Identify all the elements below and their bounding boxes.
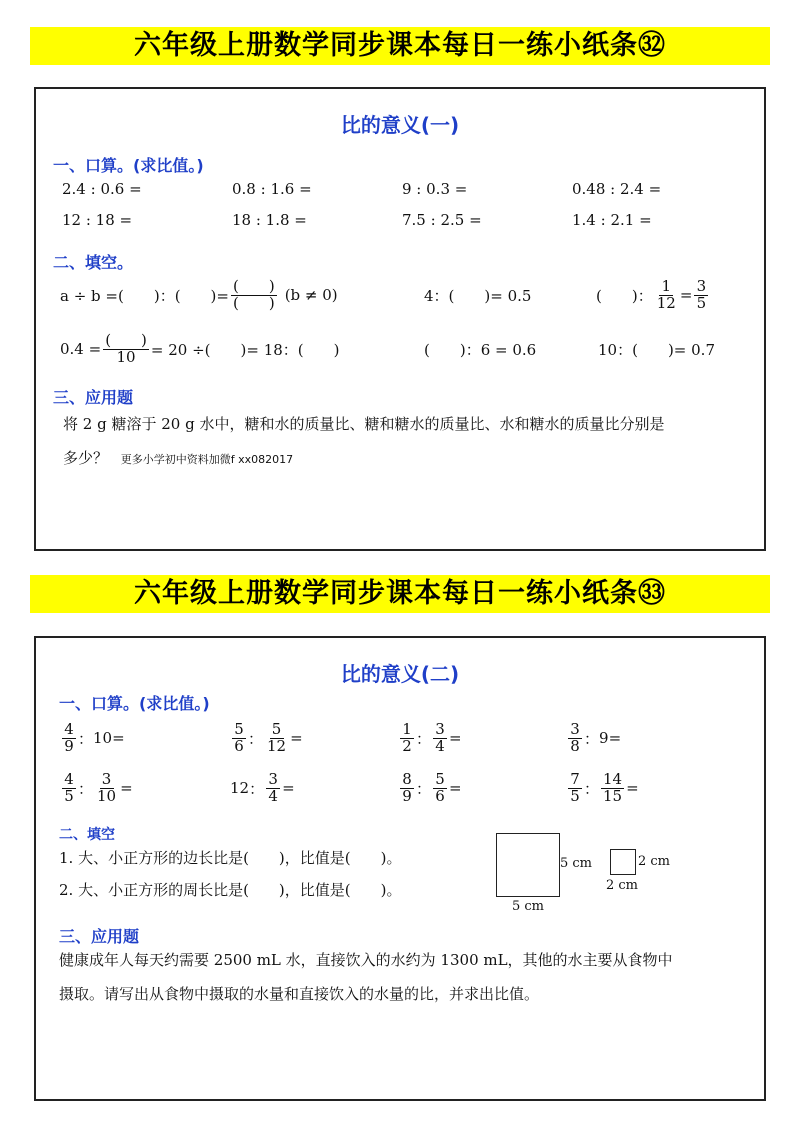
fraction [655, 276, 678, 312]
denominator: 15 [603, 786, 623, 805]
numerator: 4 [62, 722, 76, 739]
card1-app-line-1: 将 2 g 糖溶于 20 g 水中，糖和水的质量比、糖和糖水的质量比、水和糖水的质量比分别是 [63, 415, 665, 433]
equal-sign: = [449, 729, 462, 747]
card2-fill-q2: 2. 大、小正方形的周长比是( )，比值是( )。 [59, 881, 402, 899]
fill-text: ( )： [596, 286, 653, 305]
term: 10 [93, 729, 113, 747]
oral-item [566, 716, 621, 760]
fraction [62, 719, 76, 755]
card1-section-1: 一、口算。(求比值。) [53, 156, 204, 175]
equal-sign: = [290, 729, 303, 747]
term: 12 [230, 779, 250, 797]
oral-item: 0.8 : 1.6 = [232, 180, 312, 198]
ratio-sign: ： [248, 729, 264, 748]
card1-section-3: 三、应用题 [53, 388, 134, 407]
fraction [400, 719, 414, 755]
card1-banner: 六年级上册数学同步课本每日一练小纸条㉜ [30, 27, 770, 65]
big-square-bottom-label: 5 cm [512, 899, 545, 914]
ratio-sign: ： [249, 779, 265, 798]
fill-text: (b ≠ 0) [284, 286, 338, 304]
fill-text: = 20 ÷( )= 18：( ) [150, 340, 340, 359]
fill-text: 0.4 = [60, 340, 102, 358]
oral-item: 7.5 : 2.5 = [402, 211, 482, 229]
fill-item-1 [60, 273, 338, 317]
fill-item-3 [596, 273, 710, 317]
denominator: 10 [116, 347, 136, 366]
oral-item: 2.4 : 0.6 = [62, 180, 142, 198]
denominator: 6 [435, 786, 445, 805]
oral-item: 9 : 0.3 = [402, 180, 468, 198]
big-square-side-label: 5 cm [560, 856, 593, 871]
numerator: 14 [603, 769, 623, 788]
equal-sign: = [626, 779, 639, 797]
fraction [232, 719, 246, 755]
oral-item [60, 716, 125, 760]
fill-item-2: 4：( )= 0.5 [424, 286, 532, 305]
denominator: 5 [570, 786, 580, 805]
oral-item [230, 716, 303, 760]
ratio-sign: ： [416, 779, 432, 798]
numerator: 3 [100, 772, 114, 789]
equal-sign: = [608, 729, 622, 747]
numerator: 5 [270, 722, 284, 739]
denominator: 12 [267, 736, 287, 755]
small-square-side-label: 2 cm [638, 854, 671, 869]
fraction [62, 769, 76, 805]
denominator: 12 [656, 293, 676, 312]
ratio-sign: ： [416, 729, 432, 748]
denominator: 9 [64, 736, 74, 755]
denominator: 8 [570, 736, 580, 755]
fraction [266, 769, 280, 805]
small-square [610, 849, 636, 875]
card1-panel [34, 87, 766, 551]
oral-item: 12 : 18 = [62, 211, 133, 229]
numerator: 3 [433, 722, 447, 739]
fill-item-4 [60, 327, 340, 371]
denominator: 5 [64, 786, 74, 805]
fraction [265, 719, 288, 755]
fraction [231, 276, 277, 312]
equal-sign: = [120, 779, 133, 797]
denominator: 5 [696, 293, 707, 312]
oral-item [60, 766, 133, 810]
card1-section-2: 二、填空。 [53, 253, 134, 272]
card2-section-1: 一、口算。(求比值。) [59, 694, 210, 713]
fraction [601, 769, 624, 805]
numerator: 7 [568, 772, 582, 789]
oral-item [398, 766, 462, 810]
ratio-sign: ： [78, 779, 94, 798]
denominator: 2 [402, 736, 412, 755]
numerator: 1 [659, 279, 673, 296]
equal-sign: = [449, 779, 462, 797]
oral-item: 18 : 1.8 = [232, 211, 307, 229]
oral-item [230, 766, 295, 810]
card2-banner: 六年级上册数学同步课本每日一练小纸条㉝ [30, 575, 770, 613]
fraction [95, 769, 118, 805]
ratio-sign: ： [584, 779, 600, 798]
fraction [400, 769, 414, 805]
numerator: 8 [400, 772, 414, 789]
card2-fill-q1: 1. 大、小正方形的边长比是( )，比值是( )。 [59, 849, 402, 867]
ratio-sign: ： [78, 729, 94, 748]
denominator: 9 [402, 786, 412, 805]
fill-text: = [679, 286, 693, 304]
card1-app-line-2 [63, 441, 293, 477]
card2-app-line-2: 摄取。请写出从食物中摄取的水量和直接饮入的水量的比，并求出比值。 [59, 985, 540, 1003]
oral-item: 0.48 : 2.4 = [572, 180, 662, 198]
numerator: 3 [568, 722, 582, 739]
card1-title: 比的意义(一) [340, 113, 460, 137]
denominator: 6 [234, 736, 244, 755]
numerator: 3 [694, 279, 708, 296]
term: 9 [599, 729, 609, 747]
fraction [568, 719, 582, 755]
small-square-bottom-label: 2 cm [606, 878, 639, 893]
denominator: 4 [268, 786, 278, 805]
card2-section-2: 二、填空 [59, 827, 115, 843]
numerator: 4 [62, 772, 76, 789]
app-text: 多少？ [63, 449, 109, 467]
denominator: 10 [97, 786, 117, 805]
denominator: 4 [435, 736, 445, 755]
fraction [433, 769, 447, 805]
fraction [694, 276, 708, 312]
card2-section-3: 三、应用题 [59, 927, 140, 946]
fill-item-6: 10：( )= 0.7 [598, 340, 715, 359]
fraction [103, 330, 149, 366]
fraction [568, 769, 582, 805]
card2-title: 比的意义(二) [340, 662, 460, 686]
fill-text: a ÷ b =( )：( )= [60, 286, 229, 305]
fraction [433, 719, 447, 755]
numerator: ( ) [105, 330, 147, 349]
card2-app-line-1: 健康成年人每天约需要 2500 mL 水，直接饮入的水约为 1300 mL，其他的水主要从食物中 [59, 951, 673, 969]
oral-item [566, 766, 639, 810]
equal-sign: = [282, 779, 295, 797]
equal-sign: = [112, 729, 125, 747]
fill-item-5: ( )：6 = 0.6 [424, 340, 537, 359]
numerator: 5 [232, 722, 246, 739]
numerator: 5 [433, 772, 447, 789]
watermark-text: 更多小学初中资料加微f xx082017 [120, 453, 294, 466]
big-square [496, 833, 560, 897]
numerator: ( ) [232, 276, 275, 295]
denominator: ( ) [232, 293, 275, 312]
oral-item [398, 716, 462, 760]
oral-item: 1.4 : 2.1 = [572, 211, 652, 229]
numerator: 3 [266, 772, 280, 789]
numerator: 1 [400, 722, 414, 739]
ratio-sign: ： [584, 729, 600, 748]
card2-panel [34, 636, 766, 1101]
